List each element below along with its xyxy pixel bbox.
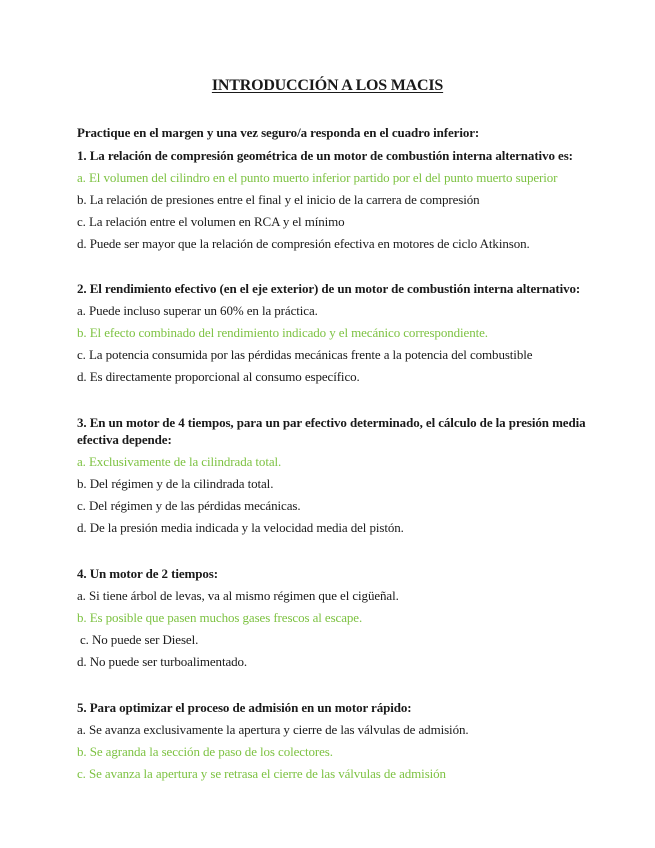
question-3-option-b: b. Del régimen y de la cilindrada total. [77,476,274,491]
question-3-option-a: a. Exclusivamente de la cilindrada total. [77,454,282,469]
question-1-option-c: c. La relación entre el volumen en RCA y el mínimo [77,214,345,229]
question-4-option-c: c. No puede ser Diesel. [80,632,199,647]
question-5-option-c: c. Se avanza la apertura y se retrasa el cierre de las válvulas de admisión [77,766,446,781]
question-4-option-d: d. No puede ser turboalimentado. [77,654,248,669]
question-1-option-a: a. El volumen del cilindro en el punto muerto inferior partido por el del punto muerto superior [77,170,558,185]
question-4-option-b: b. Es posible que pasen muchos gases frescos al escape. [77,610,363,625]
page-title: INTRODUCCIÓN A LOS MACIS [211,77,444,94]
question-3-line-2: efectiva depende: [77,432,172,447]
question-2-option-c: c. La potencia consumida por las pérdidas mecánicas frente a la potencia del combustible [77,347,533,362]
question-3-line-1: 3. En un motor de 4 tiempos, para un par efectivo determinado, el cálculo de la presión media [77,415,586,430]
question-2-option-a: a. Puede incluso superar un 60% en la práctica. [77,303,318,318]
question-1: 1. La relación de compresión geométrica de un motor de combustión interna alternativo es: [77,148,573,163]
question-3-option-d: d. De la presión media indicada y la velocidad media del pistón. [77,520,404,535]
question-4: 4. Un motor de 2 tiempos: [77,566,218,581]
instructions: Practique en el margen y una vez seguro/a responda en el cuadro inferior: [77,125,480,140]
question-4-option-a: a. Si tiene árbol de levas, va al mismo régimen que el cigüeñal. [77,588,399,603]
question-5-option-b: b. Se agranda la sección de paso de los colectores. [77,744,333,759]
question-3-option-c: c. Del régimen y de las pérdidas mecánicas. [77,498,301,513]
question-2-option-d: d. Es directamente proporcional al consumo específico. [77,369,360,384]
question-5-option-a: a. Se avanza exclusivamente la apertura y cierre de las válvulas de admisión. [77,722,469,737]
question-2: 2. El rendimiento efectivo (en el eje exterior) de un motor de combustión interna alternativo: [77,281,581,296]
question-1-option-d: d. Puede ser mayor que la relación de compresión efectiva en motores de ciclo Atkinson. [77,236,530,251]
question-2-option-b: b. El efecto combinado del rendimiento indicado y el mecánico correspondiente. [77,325,488,340]
question-1-option-b: b. La relación de presiones entre el final y el inicio de la carrera de compresión [77,192,480,207]
question-5: 5. Para optimizar el proceso de admisión en un motor rápido: [77,700,412,715]
